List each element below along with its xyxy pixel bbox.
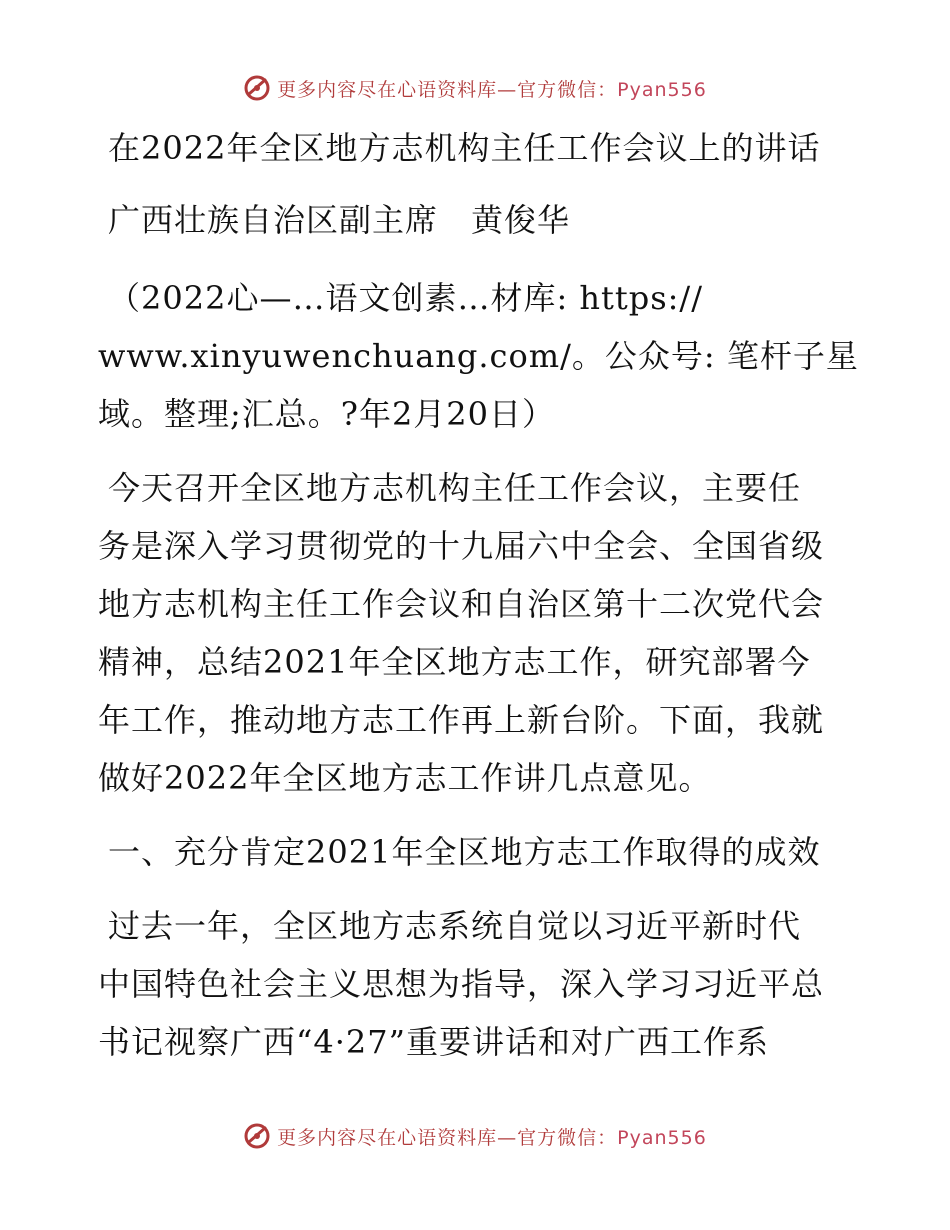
paragraph-line: 务是深入学习贯彻党的十九届六中全会、全国省级	[98, 527, 825, 565]
paragraph-line: 年工作，推动地方志工作再上新台阶。下面，我就	[98, 701, 825, 739]
watermark-bottom	[0, 1122, 950, 1150]
paragraph-line: 做好2022年全区地方志工作讲几点意见。	[98, 759, 712, 797]
source-line: www.xinyuwenchuang.com/。公众号: 笔杆子星	[98, 337, 859, 375]
paragraph-line: 今天召开全区地方志机构主任工作会议，主要任	[108, 469, 802, 507]
watermark-top	[0, 74, 950, 102]
section-heading: 一、充分肯定2021年全区地方志工作取得的成效	[108, 833, 821, 871]
paragraph-line: 中国特色社会主义思想为指导，深入学习习近平总	[98, 965, 825, 1003]
watermark-text: 更多内容尽在心语资料库—官方微信：Pyan556	[277, 1126, 707, 1149]
watermark-text: 更多内容尽在心语资料库—官方微信：Pyan556	[277, 78, 707, 101]
author-line: 广西壮族自治区副主席 黄俊华	[108, 201, 571, 239]
paragraph-line: 过去一年，全区地方志系统自觉以习近平新时代	[108, 907, 802, 945]
paragraph-line: 地方志机构主任工作会议和自治区第十二次党代会	[98, 585, 825, 623]
logo-icon	[243, 1122, 271, 1150]
source-line: （2022心—…语文创素…材库: https://	[108, 279, 703, 317]
document-title: 在2022年全区地方志机构主任工作会议上的讲话	[108, 129, 821, 167]
wechat-id: Pyan556	[617, 78, 707, 101]
paragraph-line: 书记视察广西“4·27”重要讲话和对广西工作系	[98, 1023, 769, 1061]
wechat-id: Pyan556	[617, 1126, 707, 1149]
logo-icon	[243, 74, 271, 102]
paragraph-line: 精神，总结2021年全区地方志工作，研究部署今	[98, 643, 811, 681]
source-line: 域。整理;汇总。?年2月20日）	[98, 395, 556, 433]
